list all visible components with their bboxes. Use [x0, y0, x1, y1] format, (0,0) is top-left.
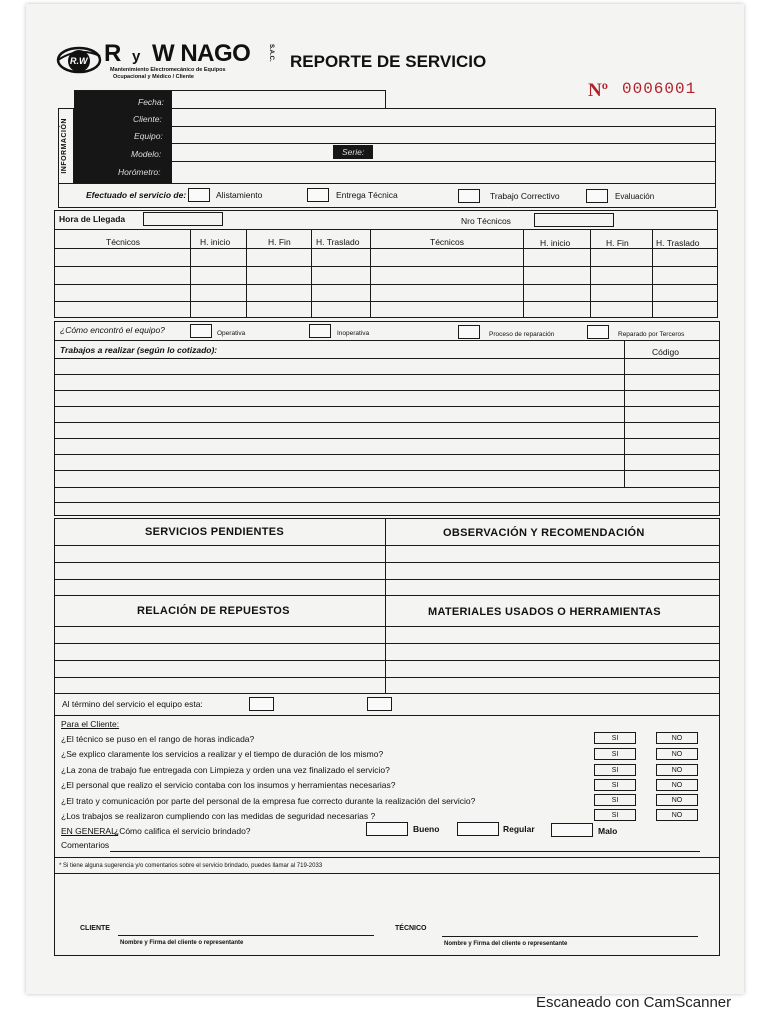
survey-divider	[54, 715, 720, 716]
works-label: Trabajos a realizar (según lo cotizado):	[60, 345, 218, 355]
general-question: ¿Cómo califica el servicio brindado?	[114, 826, 251, 836]
operativa-checkbox[interactable]	[190, 324, 212, 338]
cliente-signature-line[interactable]	[118, 935, 374, 936]
tecnico-signature-line[interactable]	[442, 936, 698, 937]
survey-heading: Para el Cliente:	[61, 719, 120, 729]
hora-llegada-label: Hora de Llegada	[59, 214, 126, 224]
horometro-input[interactable]	[173, 162, 713, 182]
tech-col-header: H. Traslado	[656, 238, 700, 248]
block-line	[54, 579, 720, 580]
tech-col-line	[652, 230, 653, 318]
proceso-reparacion-checkbox[interactable]	[458, 325, 480, 339]
tech-col-line	[246, 230, 247, 318]
tech-col-line	[190, 230, 191, 318]
survey-question: ¿El trato y comunicación por parte del personal de la empresa fue correcto durante la realización del servicio?	[61, 796, 476, 806]
logo-text: R.W	[70, 56, 88, 66]
alistamiento-checkbox[interactable]	[188, 188, 210, 202]
end-status-label: Al término del servicio el equipo esta:	[62, 699, 203, 709]
no-checkbox[interactable]: NO	[656, 732, 698, 744]
survey-question: ¿El técnico se puso en el rango de horas indicada?	[61, 734, 255, 744]
survey-question: ¿La zona de trabajo fue entregada con Limpieza y orden una vez finalizado el servicio?	[61, 765, 390, 775]
works-line	[54, 390, 720, 391]
materiales-header: MATERIALES USADOS O HERRAMIENTAS	[428, 606, 661, 618]
cliente-input[interactable]	[173, 110, 713, 125]
comments-label: Comentarios	[61, 840, 110, 850]
works-line	[54, 438, 720, 439]
si-checkbox[interactable]: SI	[594, 809, 636, 821]
codigo-label: Código	[652, 347, 679, 357]
tecnico-signature-caption: Nombre y Firma del cliente o representante	[444, 941, 568, 947]
malo-checkbox[interactable]	[551, 823, 593, 837]
tech-row-line	[54, 266, 718, 267]
info-section-label: INFORMACIÓN	[61, 118, 68, 174]
block-line	[54, 545, 720, 546]
tech-col-line	[370, 230, 371, 318]
works-line	[54, 406, 720, 407]
fecha-label: Fecha:	[138, 97, 164, 107]
brand-tagline-1: Mantenimiento Electromecánico de Equipos	[110, 67, 226, 73]
entrega-tecnica-checkbox[interactable]	[307, 188, 329, 202]
works-line	[54, 422, 720, 423]
tecnico-signature-label: TÉCNICO	[395, 925, 427, 932]
inoperativa-checkbox[interactable]	[309, 324, 331, 338]
block-divider	[385, 596, 386, 694]
si-checkbox[interactable]: SI	[594, 732, 636, 744]
brand-y: y	[132, 48, 141, 65]
block-divider	[385, 518, 386, 596]
hora-llegada-input[interactable]	[143, 212, 223, 226]
brand-suffix: S.A.C.	[268, 44, 274, 62]
report-number: 0006001	[622, 80, 697, 98]
tech-col-header: Técnicos	[430, 237, 465, 247]
proceso-reparacion-label: Proceso de reparación	[489, 331, 555, 338]
works-line	[54, 487, 720, 488]
operativa-label: Operativa	[217, 330, 246, 337]
bueno-label: Bueno	[413, 824, 440, 834]
no-checkbox[interactable]: NO	[656, 809, 698, 821]
bueno-checkbox[interactable]	[366, 822, 408, 836]
cliente-label: Cliente:	[133, 114, 162, 124]
tech-col-header: H. inicio	[540, 238, 571, 248]
trabajo-correctivo-checkbox[interactable]	[458, 189, 480, 203]
survey-question: ¿Los trabajos se realizaron cumpliendo con las medidas de seguridad necesarias ?	[61, 811, 376, 821]
survey-question: ¿Se explico claramente los servicios a realizar y el tiempo de duración de los mismo?	[61, 749, 384, 759]
brand-tagline-2: Ocupacional y Médico / Cliente	[113, 74, 194, 80]
no-checkbox[interactable]: NO	[656, 764, 698, 776]
block-line	[54, 562, 720, 563]
tech-col-line	[311, 230, 312, 318]
cliente-signature-caption: Nombre y Firma del cliente o representante	[120, 940, 244, 946]
company-logo	[56, 42, 102, 78]
tech-col-line	[590, 230, 591, 318]
works-line	[54, 454, 720, 455]
serie-input[interactable]	[376, 144, 712, 159]
repuestos-header: RELACIÓN DE REPUESTOS	[137, 605, 290, 617]
info-divider	[73, 108, 74, 184]
tech-col-header: H. Traslado	[316, 237, 360, 247]
regular-checkbox[interactable]	[457, 822, 499, 836]
tech-header-line	[54, 248, 718, 249]
end-status-checkbox-2[interactable]	[367, 697, 392, 711]
modelo-input[interactable]	[173, 144, 331, 159]
trabajo-correctivo-label: Trabajo Correctivo	[490, 191, 560, 201]
report-number-prefix: Nº	[588, 80, 608, 101]
works-line	[54, 502, 720, 503]
works-table	[54, 341, 720, 516]
no-checkbox[interactable]: NO	[656, 748, 698, 760]
si-checkbox[interactable]: SI	[594, 794, 636, 806]
evaluacion-label: Evaluación	[615, 192, 655, 201]
cliente-signature-label: CLIENTE	[80, 925, 110, 932]
tech-row-line	[54, 284, 718, 285]
works-col-line	[624, 341, 625, 487]
general-prefix: EN GENERAL:	[61, 826, 119, 836]
brand-r: R	[104, 40, 122, 67]
malo-label: Malo	[598, 826, 618, 836]
si-checkbox[interactable]: SI	[594, 748, 636, 760]
block-line	[54, 677, 720, 678]
nro-tecnicos-label: Nro Técnicos	[461, 216, 511, 226]
regular-label: Regular	[503, 824, 535, 834]
tech-row-line	[54, 301, 718, 302]
footnote: * Si tiene alguna sugerencia y/o comentarios sobre el servicio brindado, puedes llamar al 719-2033	[59, 863, 323, 869]
comments-input[interactable]	[112, 838, 700, 850]
page-title: REPORTE DE SERVICIO	[290, 52, 487, 71]
entrega-tecnica-label: Entrega Técnica	[336, 190, 398, 200]
end-status-checkbox-1[interactable]	[249, 697, 274, 711]
equipo-input[interactable]	[173, 127, 713, 142]
tech-col-header: H. inicio	[200, 237, 231, 247]
tech-col-header: Técnicos	[106, 237, 141, 247]
brand-name: W NAGO	[152, 40, 251, 67]
service-type-label: Efectuado el servicio de:	[86, 190, 187, 200]
survey-question: ¿El personal que realizo el servicio contaba con los insumos y herramientas necesarias?	[61, 780, 396, 790]
works-line	[54, 470, 720, 471]
tech-col-header: H. Fin	[606, 238, 629, 248]
block-line	[54, 660, 720, 661]
no-checkbox[interactable]: NO	[656, 794, 698, 806]
tech-col-line	[523, 230, 524, 318]
si-checkbox[interactable]: SI	[594, 779, 636, 791]
equipo-label: Equipo:	[134, 131, 163, 141]
reparado-terceros-label: Reparado por Terceros	[618, 331, 685, 338]
horometro-label: Horómetro:	[118, 167, 161, 177]
works-line	[54, 374, 720, 375]
inoperativa-label: Inoperativa	[337, 330, 370, 337]
tech-col-header: H. Fin	[268, 237, 291, 247]
camscanner-watermark: Escaneado con CamScanner	[536, 994, 732, 1011]
condition-label: ¿Cómo encontró el equipo?	[60, 325, 165, 335]
comments-line	[110, 851, 700, 852]
si-checkbox[interactable]: SI	[594, 764, 636, 776]
works-line	[54, 358, 720, 359]
nro-tecnicos-input[interactable]	[534, 213, 614, 227]
no-checkbox[interactable]: NO	[656, 779, 698, 791]
alistamiento-label: Alistamiento	[216, 190, 263, 200]
evaluacion-checkbox[interactable]	[586, 189, 608, 203]
observacion-header: OBSERVACIÓN Y RECOMENDACIÓN	[443, 527, 645, 539]
serie-label: Serie:	[342, 147, 365, 157]
modelo-label: Modelo:	[131, 149, 162, 159]
reparado-terceros-checkbox[interactable]	[587, 325, 609, 339]
footnote-line	[54, 873, 720, 874]
fecha-input[interactable]	[173, 91, 385, 107]
block-line	[54, 643, 720, 644]
pendientes-header: SERVICIOS PENDIENTES	[145, 526, 285, 538]
block-line	[54, 626, 720, 627]
